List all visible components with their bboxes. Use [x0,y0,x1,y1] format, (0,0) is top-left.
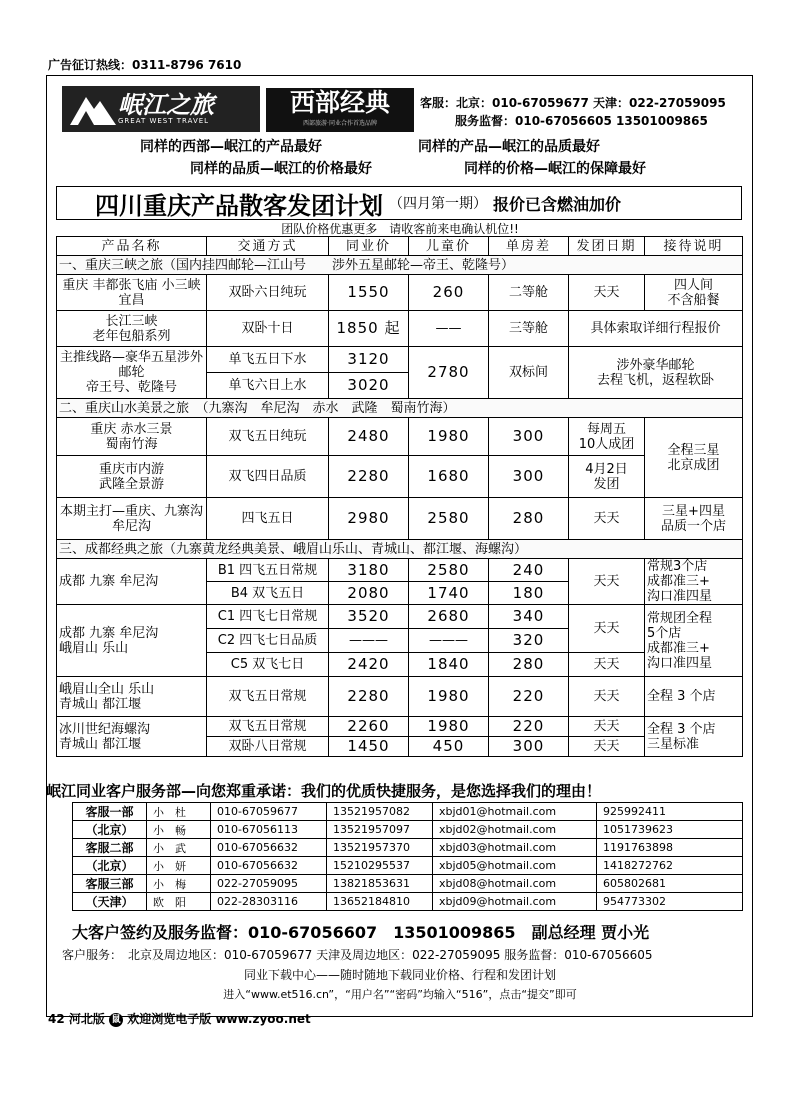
page-footer [48,1010,311,1027]
contact-email: xbjd05@hotmail.com [433,857,597,875]
depart-date: 4月2日 发团 [569,456,645,498]
brand1-name: 岷江之旅 [118,91,214,119]
contact-mobile: 13521957370 [327,839,433,857]
single-supplement: 三等舱 [489,311,569,347]
section-header: 三、成都经典之旅（九寨黄龙经典美景、峨眉山乐山、青城山、都江堰、海螺沟） [57,540,743,559]
service-promise: 岷江同业客户服务部—向您郑重承诺：我们的优质快捷服务，是您选择我们的理由！ [46,782,602,800]
slogan-3: 同样的品质—岷江的价格最好 [190,161,372,177]
product-name: 成都 九寨 牟尼沟 峨眉山 乐山 [57,605,207,677]
title-subtitle: 团队价格优惠更多 请收客前来电确认机位!! [281,222,519,236]
reception-note: 涉外豪华邮轮 去程飞机，返程软卧 [569,347,743,399]
reception-note: 四人间 不含船餐 [645,275,743,311]
product-table [56,236,743,757]
child-price: 260 [409,275,489,311]
contact-mobile: 13521957082 [327,803,433,821]
brand1-en: GREAT WEST TRAVEL [118,117,210,125]
price: 3180 [329,559,409,582]
contact-name: 小 畅 [147,821,211,839]
plan-title [56,186,742,220]
transport: 双飞四日品质 [207,456,329,498]
child-price: 450 [409,737,489,757]
reception-note: 全程 3 个店 [645,677,743,717]
depart-date: 天天 [569,559,645,605]
contact-qq: 954773302 [597,893,743,911]
contact-tel: 010-67056113 [211,821,327,839]
table-row [57,498,743,540]
transport: 双飞五日纯玩 [207,418,329,456]
single-supplement: 300 [489,737,569,757]
reception-note: 三星+四星 品质一个店 [645,498,743,540]
price: 2280 [329,677,409,717]
price: 1550 [329,275,409,311]
price: 2080 [329,582,409,605]
page-number: 42 河北版 [48,1012,105,1026]
contact-name: 小 妍 [147,857,211,875]
product-name: 重庆 赤水三景 蜀南竹海 [57,418,207,456]
child-price: 1980 [409,717,489,737]
customer-service-line: 客户服务： 北京及周边地区：010-67059677 天津及周边地区：022-27059095 服务监督：010-67056605 [62,948,653,962]
dept: （北京） [73,857,147,875]
depart-date: 具体索取详细行程报价 [569,311,743,347]
depart-date: 天天 [569,677,645,717]
contact-tel: 010-67056632 [211,857,327,875]
child-price: 1680 [409,456,489,498]
dept: 客服一部 [73,803,147,821]
price: 2980 [329,498,409,540]
title-main: 四川重庆产品散客发团计划 [95,191,383,220]
price: 2260 [329,717,409,737]
brand2-sub: 西部旅游·同业合作首选品牌 [303,120,377,127]
table-row [57,605,743,629]
table-row [57,456,743,498]
title-note: 报价已含燃油加价 [493,194,622,214]
transport: C2 四飞七日品质 [207,629,329,653]
single-supplement: 340 [489,605,569,629]
table-row [73,821,743,839]
product-name: 主推线路—豪华五星涉外邮轮 帝王号、乾隆号 [57,347,207,399]
single-supplement: 双标间 [489,347,569,399]
contact-qq: 1051739623 [597,821,743,839]
contact-qq: 605802681 [597,875,743,893]
price: 2420 [329,653,409,677]
slogan-2: 同样的产品—岷江的品质最好 [418,139,600,155]
contact-email: xbjd03@hotmail.com [433,839,597,857]
contact-qq: 1418272762 [597,857,743,875]
table-row [73,875,743,893]
contact-email: xbjd02@hotmail.com [433,821,597,839]
table-row [57,347,743,373]
transport: 单飞六日上水 [207,373,329,399]
header-date: 发团日期 [569,237,645,256]
table-row [57,275,743,311]
product-name: 长江三峡 老年包船系列 [57,311,207,347]
transport: 双飞五日常规 [207,717,329,737]
depart-date: 天天 [569,737,645,757]
child-price: ——— [409,629,489,653]
contact-name: 小 武 [147,839,211,857]
transport: C1 四飞七日常规 [207,605,329,629]
contact-line-1: 客服：北京：010-67059677 天津：022-27059095 [420,96,726,110]
single-supplement: 220 [489,717,569,737]
reception-note: 全程 3 个店 三星标准 [645,717,743,757]
child-price: 2680 [409,605,489,629]
dept: （北京） [73,821,147,839]
table-row [57,677,743,717]
product-name: 本期主打—重庆、九寨沟 牟尼沟 [57,498,207,540]
slogan-4: 同样的价格—岷江的保障最好 [464,161,646,177]
contact-name: 小 杜 [147,803,211,821]
header-single: 单房差 [489,237,569,256]
contact-name: 小 梅 [147,875,211,893]
contact-tel: 022-28303116 [211,893,327,911]
product-name: 峨眉山全山 乐山 青城山 都江堰 [57,677,207,717]
transport: B1 四飞五日常规 [207,559,329,582]
transport: 双卧十日 [207,311,329,347]
depart-date: 天天 [569,498,645,540]
product-name: 重庆 丰都张飞庙 小三峡 宜昌 [57,275,207,311]
contact-mobile: 13821853631 [327,875,433,893]
transport: 双飞五日常规 [207,677,329,717]
download-instructions: 进入“www.et516.cn”，“用户名”“密码”均输入“516”，点击“提交”即可 [223,988,577,1001]
product-name: 重庆市内游 武隆全景游 [57,456,207,498]
badge-icon: 鼠 [109,1013,123,1027]
contact-table [72,802,743,911]
child-price: 1840 [409,653,489,677]
header-price: 同业价 [329,237,409,256]
depart-date: 天天 [569,275,645,311]
single-supplement: 280 [489,653,569,677]
contact-email: xbjd01@hotmail.com [433,803,597,821]
reception-note: 全程三星 北京成团 [645,418,743,498]
product-name: 冰川世纪海螺沟 青城山 都江堰 [57,717,207,757]
contact-mobile: 13521957097 [327,821,433,839]
child-price: 2580 [409,498,489,540]
reception-note: 常规团全程 5个店 成都准三+ 沟口准四星 [645,605,743,677]
single-supplement: 320 [489,629,569,653]
price: 2280 [329,456,409,498]
slogan-1: 同样的西部—岷江的产品最好 [140,139,322,155]
header-note: 接待说明 [645,237,743,256]
single-supplement: 220 [489,677,569,717]
table-header [57,237,743,256]
price: 3020 [329,373,409,399]
depart-date: 天天 [569,653,645,677]
single-supplement: 二等舱 [489,275,569,311]
reception-note: 常规3个店 成都准三+ 沟口准四星 [645,559,743,605]
table-row [57,418,743,456]
section-header: 二、重庆山水美景之旅 （九寨沟 牟尼沟 赤水 武隆 蜀南竹海） [57,399,743,418]
single-supplement: 300 [489,456,569,498]
price: 1450 [329,737,409,757]
contact-email: xbjd08@hotmail.com [433,875,597,893]
transport: 单飞五日下水 [207,347,329,373]
child-price: 2580 [409,559,489,582]
price: 3120 [329,347,409,373]
child-price: 1740 [409,582,489,605]
depart-date: 天天 [569,605,645,653]
product-name: 成都 九寨 牟尼沟 [57,559,207,605]
transport: 四飞五日 [207,498,329,540]
brand2-name: 西部经典 [289,88,390,117]
section-header: 一、重庆三峡之旅（国内挂四邮轮—江山号 涉外五星邮轮—帝王、乾隆号） [57,256,743,275]
price: 3520 [329,605,409,629]
table-row [73,839,743,857]
contact-tel: 022-27059095 [211,875,327,893]
single-supplement: 240 [489,559,569,582]
footer-link[interactable]: 欢迎浏览电子版 www.zyoo.net [127,1012,311,1026]
child-price: 1980 [409,677,489,717]
contact-tel: 010-67056632 [211,839,327,857]
dept: 客服三部 [73,875,147,893]
contact-qq: 925992411 [597,803,743,821]
dept: （天津） [73,893,147,911]
table-row [57,559,743,582]
contact-line-2: 服务监督：010-67056605 13501009865 [455,114,708,128]
price: 1850 起 [329,311,409,347]
transport: 双卧六日纯玩 [207,275,329,311]
single-supplement: 280 [489,498,569,540]
depart-date: 每周五 10人成团 [569,418,645,456]
contact-mobile: 13652184810 [327,893,433,911]
ad-hotline: 广告征订热线：0311-8796 7610 [48,58,242,72]
contact-email: xbjd09@hotmail.com [433,893,597,911]
contact-qq: 1191763898 [597,839,743,857]
download-center: 同业下载中心——随时随地下载同业价格、行程和发团计划 [243,968,556,982]
price: 2480 [329,418,409,456]
header-child: 儿童价 [409,237,489,256]
contact-name: 欧 阳 [147,893,211,911]
table-row [73,857,743,875]
mountain-icon [68,89,118,129]
minjiang-logo [62,86,260,132]
child-price: 2780 [409,347,489,399]
transport: C5 双飞七日 [207,653,329,677]
table-row [57,717,743,737]
contact-mobile: 15210295537 [327,857,433,875]
child-price: 1980 [409,418,489,456]
table-row [57,311,743,347]
child-price: —— [409,311,489,347]
table-row [73,803,743,821]
title-issue: （四月第一期） [389,196,487,212]
xibu-logo [266,88,414,132]
transport: 双卧八日常规 [207,737,329,757]
price: ——— [329,629,409,653]
table-row [73,893,743,911]
vip-contact: 大客户签约及服务监督：010-67056607 13501009865 副总经理 贾小光 [72,923,650,942]
dept: 客服二部 [73,839,147,857]
depart-date: 天天 [569,717,645,737]
contact-tel: 010-67059677 [211,803,327,821]
header-transport: 交通方式 [207,237,329,256]
transport: B4 双飞五日 [207,582,329,605]
single-supplement: 300 [489,418,569,456]
single-supplement: 180 [489,582,569,605]
header-name: 产品名称 [57,237,207,256]
